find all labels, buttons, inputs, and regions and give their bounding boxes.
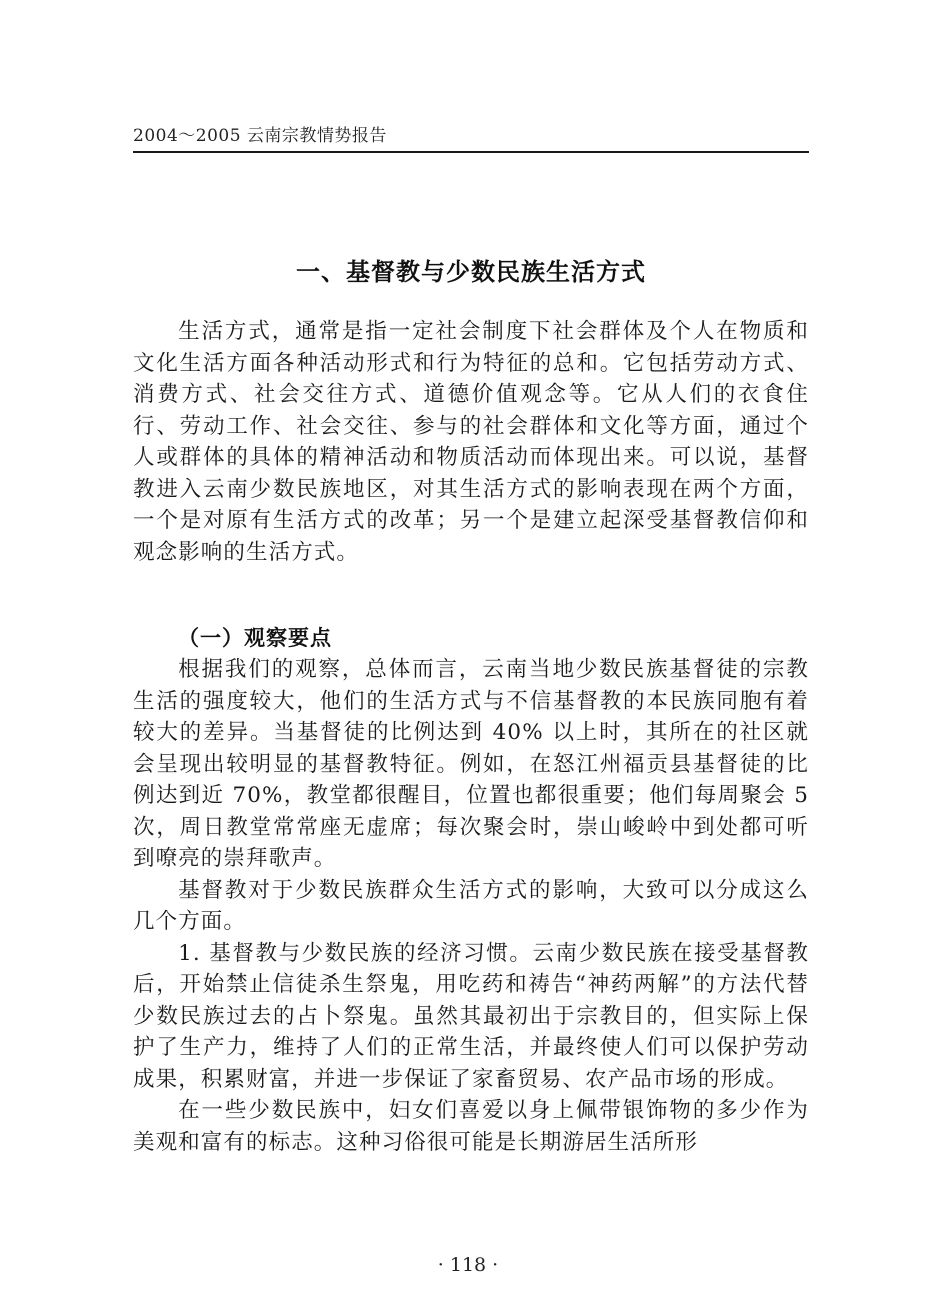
header-rule [133, 151, 809, 153]
running-header: 2004～2005 云南宗教情势报告 [133, 126, 387, 146]
page-number: · 118 · [437, 1254, 499, 1276]
body-paragraph-1: 根据我们的观察，总体而言，云南当地少数民族基督徒的宗教生活的强度较大，他们的生活方式与不信基督教的本民族同胞有着较大的差异。当基督徒的比例达到 40% 以上时，其所在的社区就会呈现出较明显的基督教特征。例如，在怒江州福贡县基督徒的比例达到近 70%，教堂都很醒目，位置也都很重要；他们每周聚会 5 次，周日教堂常常座无虚席；每次聚会时，崇山峻岭中到处都可听到嘹亮的崇拜歌声。 [133, 657, 809, 871]
body-paragraph-2: 基督教对于少数民族群众生活方式的影响，大致可以分成这么几个方面。 [133, 877, 809, 934]
body-paragraph-3: 1. 基督教与少数民族的经济习惯。云南少数民族在接受基督教后，开始禁止信徒杀生祭鬼，用吃药和祷告“神药两解”的方法代替少数民族过去的占卜祭鬼。虽然其最初出于宗教目的，但实际上保护了生产力，维持了人们的正常生活，并最终使人们可以保护劳动成果，积累财富，并进一步保证了家畜贸易、农产品市场的形成。 [133, 940, 809, 1092]
intro-paragraph: 生活方式，通常是指一定社会制度下社会群体及个人在物质和文化生活方面各种活动形式和行为特征的总和。它包括劳动方式、消费方式、社会交往方式、道德价值观念等。它从人们的衣食住行、劳动工作、社会交往、参与的社会群体和文化等方面，通过个人或群体的具体的精神活动和物质活动而体现出来。可以说，基督教进入云南少数民族地区，对其生活方式的影响表现在两个方面，一个是对原有生活方式的改革；另一个是建立起深受基督教信仰和观念影响的生活方式。 [133, 319, 809, 565]
subsection-heading: （一）观察要点 [178, 625, 332, 650]
body-paragraph-4: 在一些少数民族中，妇女们喜爱以身上佩带银饰物的多少作为美观和富有的标志。这种习俗很可能是长期游居生活所形 [133, 1098, 809, 1155]
section-title: 一、基督教与少数民族生活方式 [296, 257, 646, 286]
intro-block [133, 316, 809, 568]
subsection-body [133, 654, 809, 1158]
